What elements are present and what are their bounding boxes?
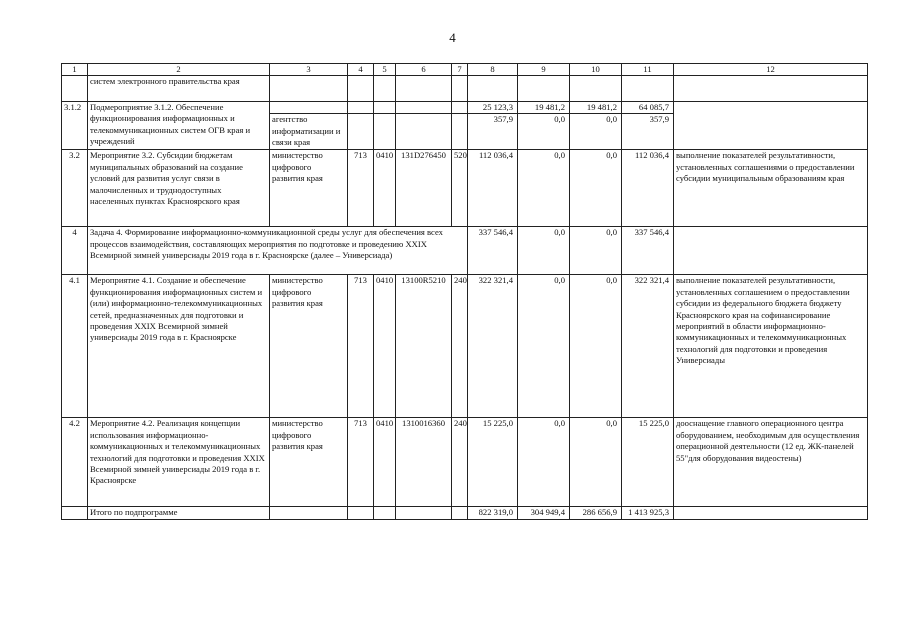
table-row-3-2 [62,150,868,227]
cell-c10: 19 481,2 [570,102,622,114]
cell-c8: 112 036,4 [468,150,518,227]
row-name: Мероприятие 3.2. Субсидии бюджетам муниципальных образований на создание условий для развития услуг связи в малочисленных и труднодоступных населенных пунктах Красноярского края [88,150,270,227]
cell-c9: 19 481,2 [518,102,570,114]
program-table [61,63,868,520]
cell-c11: 337 546,4 [622,227,674,275]
cell-c4: 713 [348,150,374,227]
cell-c6: 1310016360 [396,418,452,507]
cell-c10: 0,0 [570,275,622,418]
cell-c11: 112 036,4 [622,150,674,227]
cell-c6: 131D276450 [396,150,452,227]
row-result: выполнение показателей результативности, установленных соглашениями о предоставлении субсидии муниципальным образованиям края [674,150,868,227]
header-cell: 10 [570,64,622,76]
row-name: систем электронного правительства края [88,76,270,102]
cell-c10: 0,0 [570,418,622,507]
table-row-3-1-2-total [62,102,868,114]
cell-c8: 357,9 [468,114,518,150]
row-name: Мероприятие 4.2. Реализация концепции использования информационно-коммуникационных и телекоммуникационных технологий для подготовки и проведения XXIX Всемирной зимней универсиады 2019 года в г. Красноярске [88,418,270,507]
cell-c9: 0,0 [518,150,570,227]
cell-c8: 822 319,0 [468,507,518,519]
table-row-4-2 [62,418,868,507]
table-row-continuation [62,76,868,102]
header-cell: 5 [374,64,396,76]
row-number: 4 [62,227,88,275]
cell-c11: 1 413 925,3 [622,507,674,519]
cell-c9: 0,0 [518,114,570,150]
cell-c11: 322 321,4 [622,275,674,418]
cell-c9: 0,0 [518,227,570,275]
table-row-total [62,507,868,519]
cell-c5: 0410 [374,150,396,227]
header-row [62,64,868,76]
cell-c4: 713 [348,418,374,507]
header-cell: 6 [396,64,452,76]
row-result: выполнение показателей результативности, установленных соглашением о предоставлении субсидии из федерального бюджета бюджету Красноярского края на софинансирование мероприятий в области информационно-коммуникационных и телекоммуникационных технологий для подготовки и проведения Универсиады [674,275,868,418]
row-name: Подмероприятие 3.1.2. Обеспечение функционирования информационных и телекоммуникационных систем ОГВ края и учреждений [88,102,270,150]
cell-c4: 713 [348,275,374,418]
cell-c6: 13100R5210 [396,275,452,418]
row-executor: агентство информатизации и связи края [270,114,348,150]
row-name: Мероприятие 4.1. Создание и обеспечение функционирования информационных систем и (или) информационно-телекоммуникационных сетей, предназначенных для подготовки и проведения XXIX Всемирной зимней универсиады 2019 года в г. Красноярске [88,275,270,418]
cell-c8: 15 225,0 [468,418,518,507]
header-cell: 3 [270,64,348,76]
cell-c10: 0,0 [570,227,622,275]
cell-c8: 337 546,4 [468,227,518,275]
cell-c7: 520 [452,150,468,227]
cell-c11: 357,9 [622,114,674,150]
page-number: 4 [449,30,456,45]
table-row-4 [62,227,868,275]
cell-c8: 322 321,4 [468,275,518,418]
cell-c11: 15 225,0 [622,418,674,507]
header-cell: 11 [622,64,674,76]
row-number: 3.1.2 [62,102,88,150]
header-cell: 1 [62,64,88,76]
cell-c10: 286 656,9 [570,507,622,519]
row-number: 4.1 [62,275,88,418]
cell-c10: 0,0 [570,114,622,150]
header-cell: 12 [674,64,868,76]
row-result: дооснащение главного операционного центра оборудованием, необходимым для осуществления операционной деятельности (12 ед. ЖК-панелей 55"для оборудования видеостены) [674,418,868,507]
header-cell: 7 [452,64,468,76]
row-name: Итого по подпрограмме [88,507,270,519]
header-cell: 9 [518,64,570,76]
cell-c9: 304 949,4 [518,507,570,519]
cell-c7: 240 [452,418,468,507]
header-cell: 2 [88,64,270,76]
row-executor: министерство цифрового развития края [270,150,348,227]
cell-c7: 240 [452,275,468,418]
header-cell: 8 [468,64,518,76]
table-row-4-1 [62,275,868,418]
row-number: 4.2 [62,418,88,507]
cell-c10: 0,0 [570,150,622,227]
cell-c9: 0,0 [518,275,570,418]
header-cell: 4 [348,64,374,76]
row-executor: министерство цифрового развития края [270,275,348,418]
row-executor: министерство цифрового развития края [270,418,348,507]
row-name: Задача 4. Формирование информационно-коммуникационной среды услуг для обеспечения всех процессов взаимодействия, составляющих мероприятия по подготовке и проведению XXIX Всемирной зимней универсиады 2019 года в г. Красноярске (далее – Универсиада) [88,227,468,275]
cell-c5: 0410 [374,275,396,418]
row-number: 3.2 [62,150,88,227]
cell-c11: 64 085,7 [622,102,674,114]
cell-c8: 25 123,3 [468,102,518,114]
cell-c9: 0,0 [518,418,570,507]
cell-c5: 0410 [374,418,396,507]
